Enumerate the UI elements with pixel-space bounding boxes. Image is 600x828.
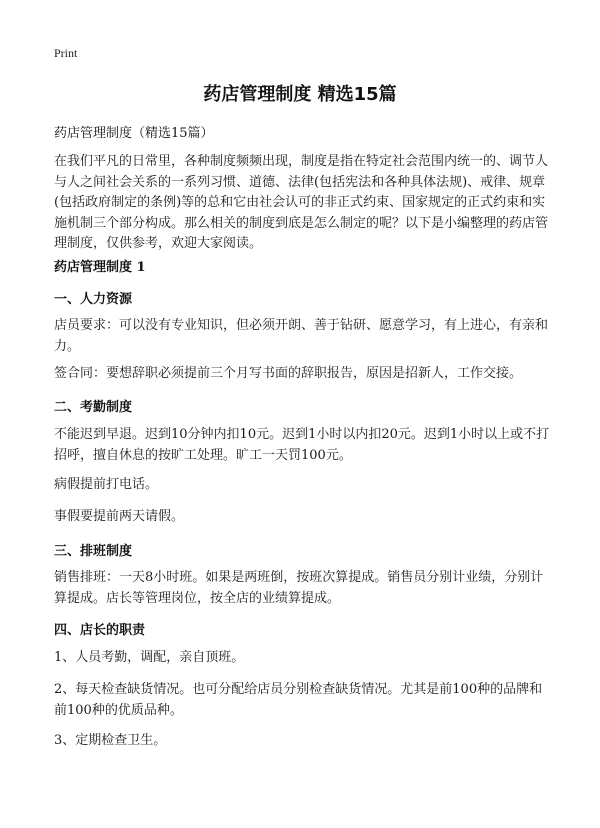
doc-subtitle: 药店管理制度（精选15篇） xyxy=(54,126,214,141)
heading-scheduling: 三、排班制度 xyxy=(54,544,133,559)
paragraph-sick-leave: 病假提前打电话。 xyxy=(54,477,159,492)
heading-human-resources: 一、人力资源 xyxy=(54,292,133,307)
paragraph-contract: 签合同：要想辞职必须提前三个月写书面的辞职报告，原因是招新人，工作交接。 xyxy=(54,366,523,381)
paragraph-duty-1: 1、人员考勤，调配，亲自顶班。 xyxy=(54,650,245,665)
paragraph-duty-3: 3、定期检查卫生。 xyxy=(54,733,167,748)
heading-manager-duties: 四、店长的职责 xyxy=(54,623,146,638)
paragraph-staff-requirements: 店员要求：可以没有专业知识，但必须开朗、善于钻研、愿意学习，有上进心，有亲和力。 xyxy=(54,318,549,354)
paragraph-duty-2: 2、每天检查缺货情况。也可分配给店员分别检查缺货情况。尤其是前100种的品牌和前100种的优质品种。 xyxy=(54,682,543,718)
page-title: 药店管理制度 精选15篇 xyxy=(203,84,397,105)
section-title: 药店管理制度 1 xyxy=(54,260,146,275)
intro-paragraph: 在我们平凡的日常里，各种制度频频出现，制度是指在特定社会范围内统一的、调节人与人之间社会关系的一系列习惯、道德、法律(包括宪法和各种具体法规)、戒律、规章(包括政府制定的条例)等的总和它由社会认可的非正式约束、国家规定的正式约束和实施机制三个部分构成。那么相关的制度到底是怎么制定的呢？以下是小编整理的药店管理制度，仅供参考，欢迎大家阅读。 xyxy=(54,154,549,251)
heading-attendance: 二、考勤制度 xyxy=(54,400,133,415)
paragraph-lateness: 不能迟到早退。迟到10分钟内扣10元。迟到1小时以内扣20元。迟到1小时以上或不打招呼，擅自休息的按旷工处理。旷工一天罚100元。 xyxy=(54,427,550,463)
paragraph-shift-sales: 销售排班：一天8小时班。如果是两班倒，按班次算提成。销售员分别计业绩，分别计算提成。店长等管理岗位，按全店的业绩算提成。 xyxy=(54,570,544,606)
paragraph-personal-leave: 事假要提前两天请假。 xyxy=(54,509,185,524)
print-label[interactable]: Print xyxy=(54,46,78,60)
